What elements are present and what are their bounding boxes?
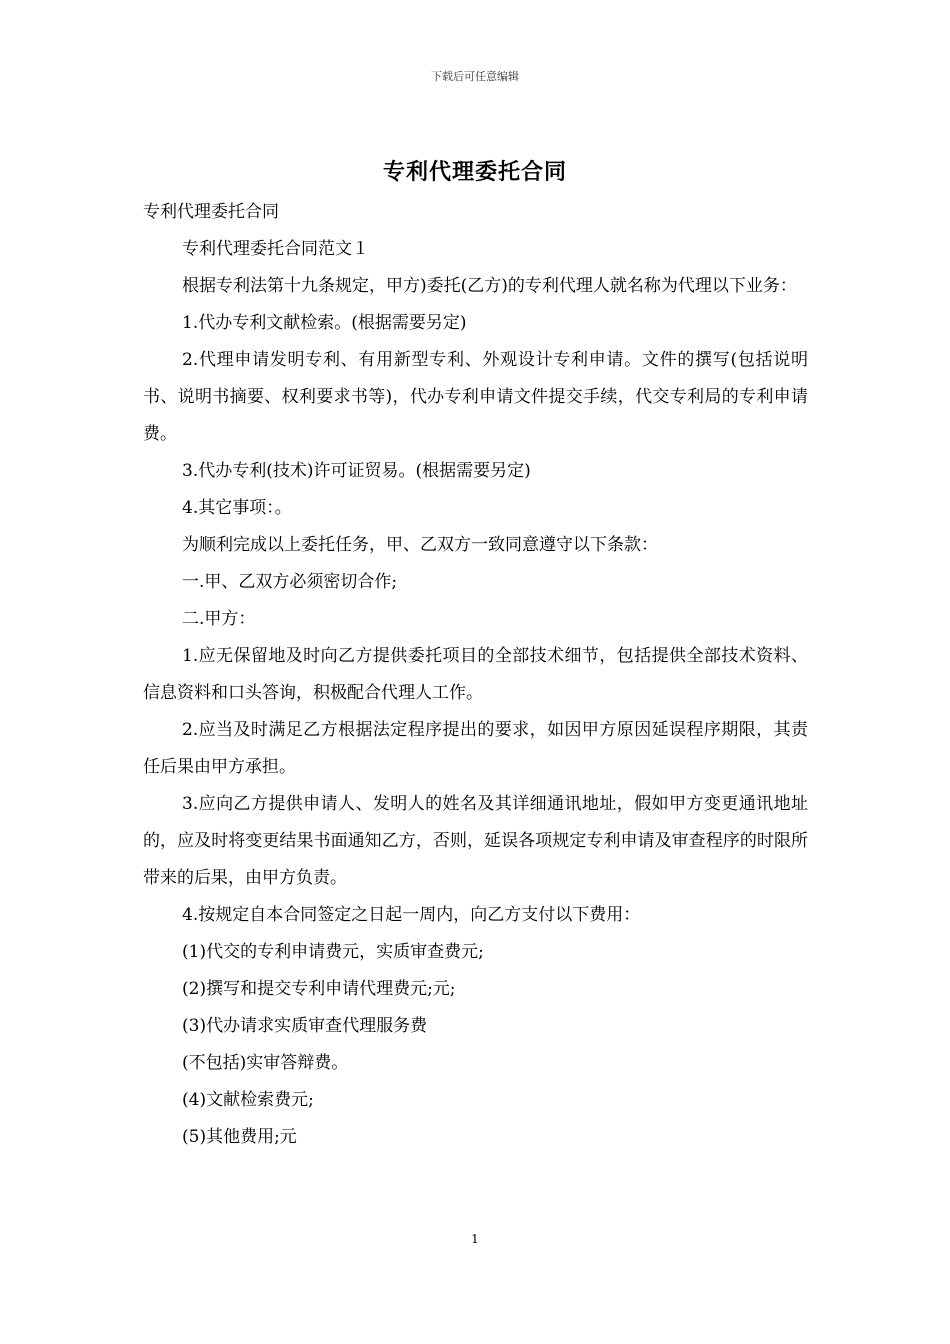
paragraph: (4)文献检索费元; — [182, 1090, 314, 1110]
paragraph: 4.按规定自本合同签定之日起一周内，向乙方支付以下费用： — [182, 905, 641, 925]
paragraph: 2.代理申请发明专利、有用新型专利、外观设计专利申请。文件的撰写(包括说明书、说明书摘要、权利要求书等)，代办专利申请文件提交手续，代交专利局的专利申请费。 — [143, 350, 808, 444]
paragraph: 为顺利完成以上委托任务，甲、乙双方一致同意遵守以下条款： — [182, 535, 658, 555]
paragraph: 4.其它事项：。 — [182, 498, 292, 518]
paragraph: 3.应向乙方提供申请人、发明人的姓名及其详细通讯地址，假如甲方变更通讯地址的，应及时将变更结果书面通知乙方，否则，延误各项规定专利申请及审查程序的时限所带来的后果，由甲方负责。 — [143, 794, 808, 888]
paragraph: (5)其他费用;元 — [182, 1127, 297, 1147]
paragraph: 专利代理委托合同范文１ — [182, 239, 369, 259]
page-number: 1 — [471, 1232, 479, 1246]
paragraph: 1.代办专利文献检索。(根据需要另定) — [182, 313, 467, 333]
page-header-note: 下载后可任意编辑 — [431, 70, 519, 83]
paragraph: 根据专利法第十九条规定，甲方)委托(乙方)的专利代理人就名称为代理以下业务： — [182, 276, 797, 296]
paragraph: (1)代交的专利申请费元，实质审查费元; — [182, 942, 484, 962]
document-title: 专利代理委托合同 — [382, 160, 567, 185]
paragraph: 3.代办专利(技术)许可证贸易。(根据需要另定) — [182, 461, 531, 481]
paragraph: 专利代理委托合同 — [143, 202, 279, 222]
paragraph: (3)代办请求实质审查代理服务费 — [182, 1016, 428, 1036]
document-body — [143, 194, 808, 1156]
paragraph: (2)撰写和提交专利申请代理费元;元; — [182, 979, 456, 999]
paragraph: 二.甲方： — [182, 609, 256, 629]
paragraph: 一.甲、乙双方必须密切合作; — [182, 572, 398, 592]
paragraph: 1.应无保留地及时向乙方提供委托项目的全部技术细节，包括提供全部技术资料、信息资料和口头答询，积极配合代理人工作。 — [143, 646, 808, 703]
paragraph: (不包括)实审答辩费。 — [182, 1053, 349, 1073]
paragraph: 2.应当及时满足乙方根据法定程序提出的要求，如因甲方原因延误程序期限，其责任后果由甲方承担。 — [143, 720, 808, 777]
